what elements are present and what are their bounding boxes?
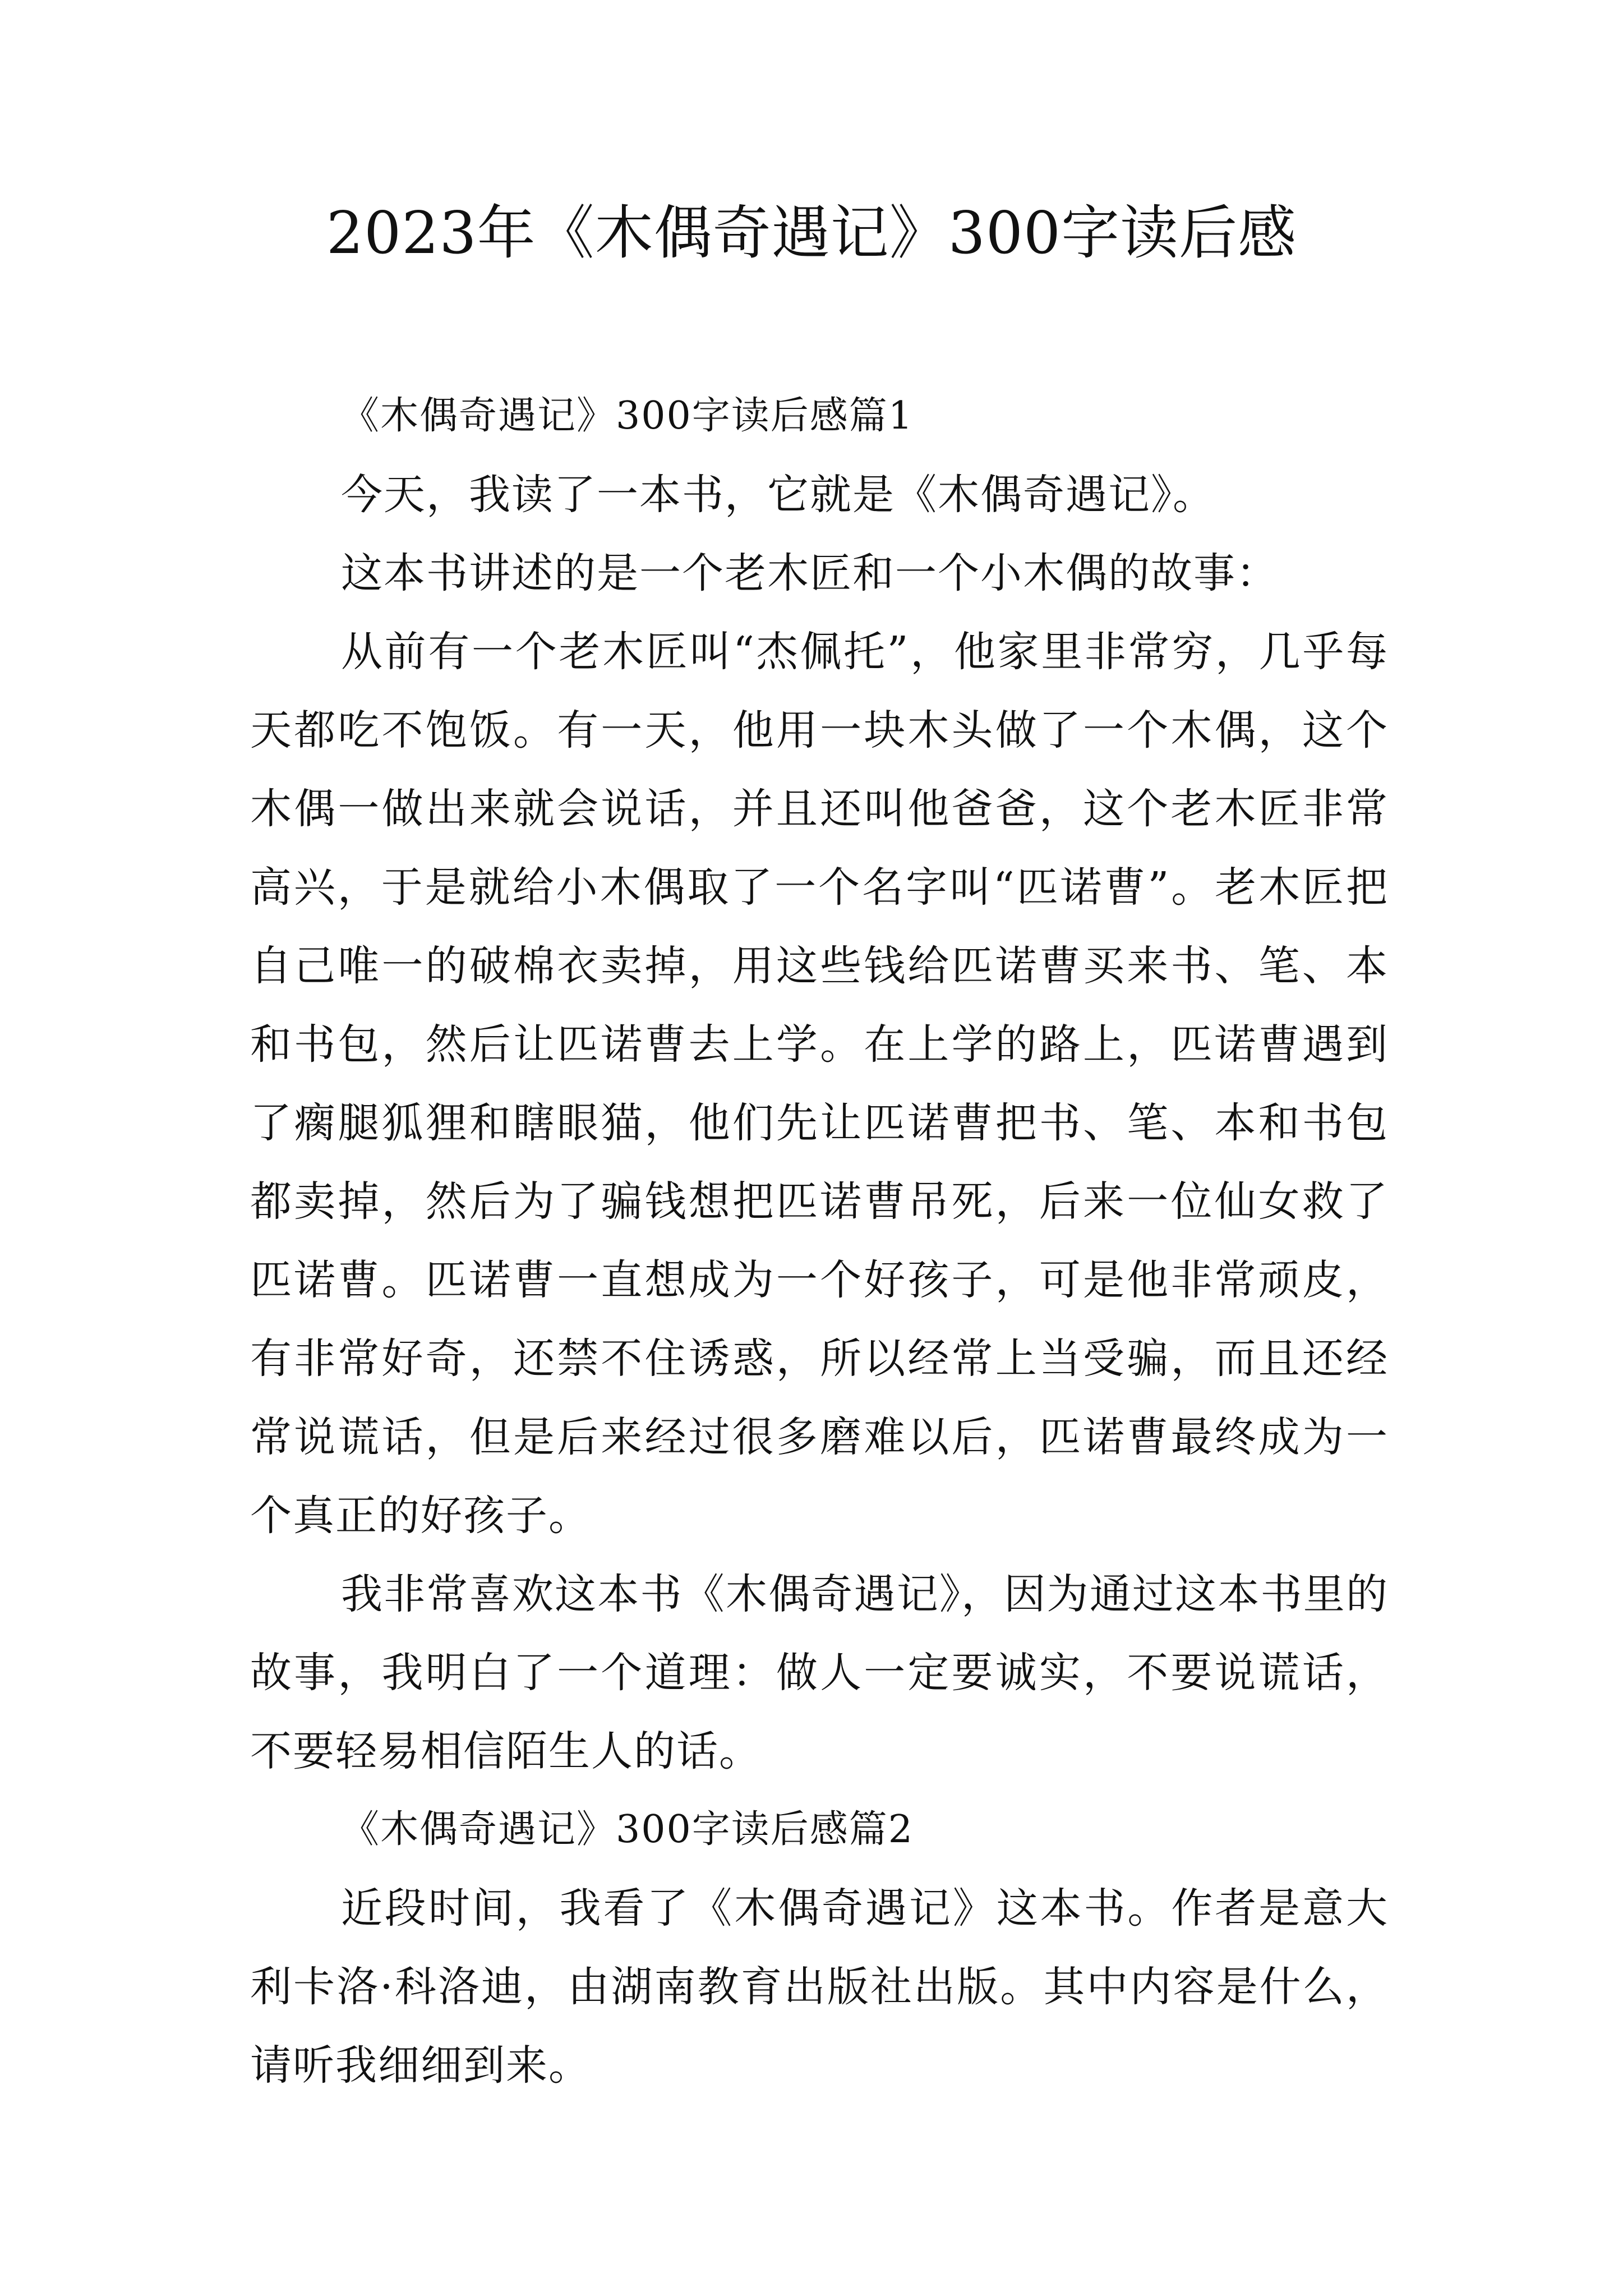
paragraph: 这本书讲述的是一个老木匠和一个小木偶的故事： bbox=[341, 549, 1279, 597]
section-heading-1: 《木偶奇遇记》300字读后感篇1 bbox=[341, 394, 914, 438]
section-heading-2: 《木偶奇遇记》300字读后感篇2 bbox=[341, 1807, 914, 1852]
document-body bbox=[250, 377, 1389, 2105]
page-title: 2023年《木偶奇遇记》300字读后感 bbox=[326, 199, 1297, 267]
paragraph: 从前有一个老木匠叫“杰佩托”，他家里非常穷，几乎每天都吃不饱饭。有一天，他用一块木头做了一个木偶，这个木偶一做出来就会说话，并且还叫他爸爸，这个老木匠非常高兴，于是就给小木偶取了一个名字叫“匹诺曹”。老木匠把自己唯一的破棉衣卖掉，用这些钱给匹诺曹买来书、笔、本和书包，然后让匹诺曹去上学。在上学的路上，匹诺曹遇到了瘸腿狐狸和瞎眼猫，他们先让匹诺曹把书、笔、本和书包都卖掉，然后为了骗钱想把匹诺曹吊死，后来一位仙女救了匹诺曹。匹诺曹一直想成为一个好孩子，可是他非常顽皮，有非常好奇，还禁不住诱惑，所以经常上当受骗，而且还经常说谎话，但是后来经过很多磨难以后，匹诺曹最终成为一个真正的好孩子。 bbox=[250, 628, 1389, 1540]
paragraph: 我非常喜欢这本书《木偶奇遇记》，因为通过这本书里的故事，我明白了一个道理：做人一定要诚实，不要说谎话，不要轻易相信陌生人的话。 bbox=[250, 1570, 1389, 1775]
paragraph: 今天，我读了一本书，它就是《木偶奇遇记》。 bbox=[341, 471, 1215, 519]
paragraph: 近段时间，我看了《木偶奇遇记》这本书。作者是意大利卡洛·科洛迪，由湖南教育出版社出版。其中内容是什么，请听我细细到来。 bbox=[250, 1884, 1389, 2090]
